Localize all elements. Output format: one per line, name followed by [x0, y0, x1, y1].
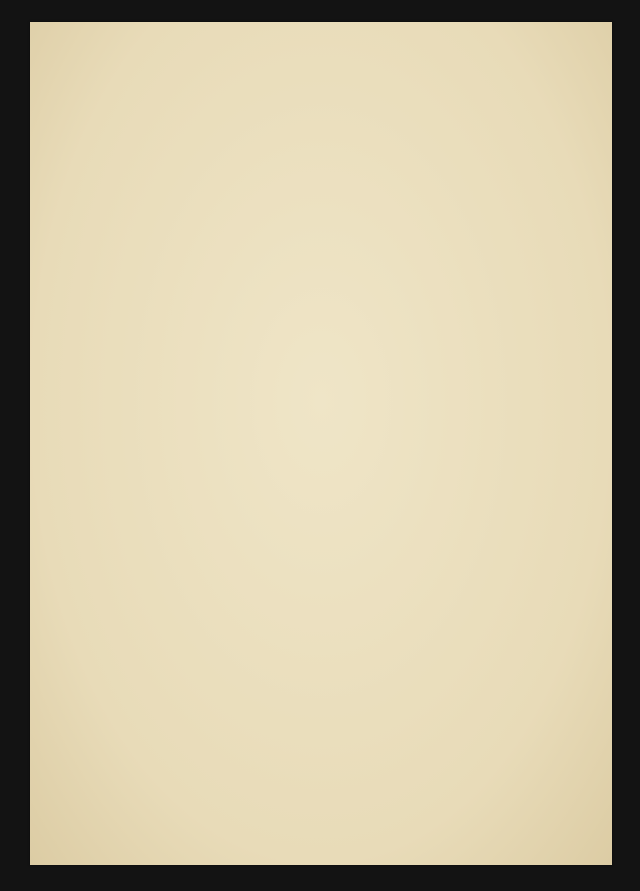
- page-sheet: [30, 22, 612, 865]
- running-header: [88, 78, 558, 94]
